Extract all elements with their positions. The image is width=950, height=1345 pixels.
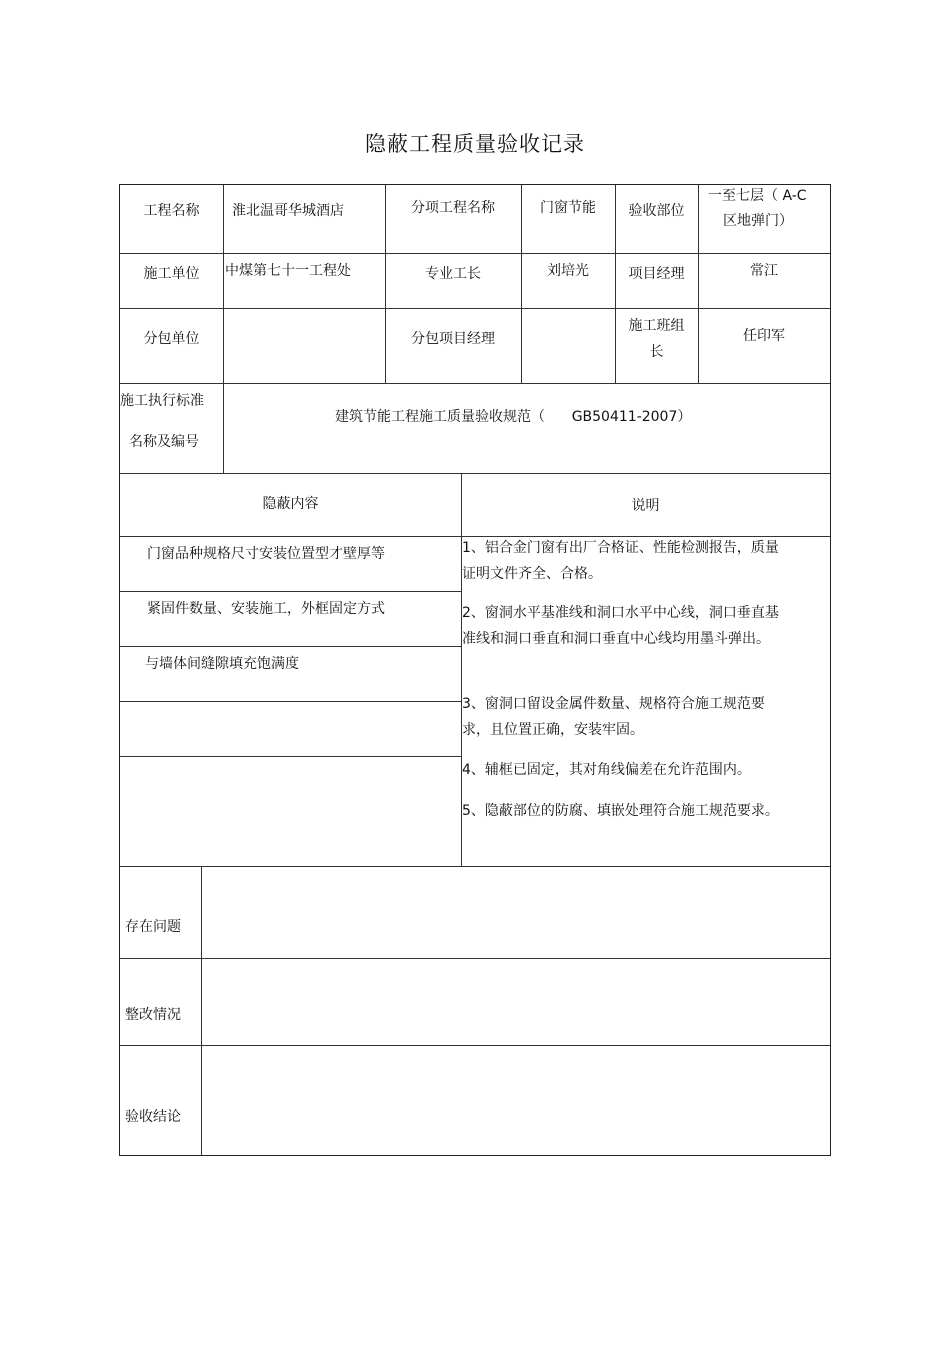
team-leader-value: 任印军 <box>743 328 785 344</box>
hidden-item: 门窗品种规格尺寸安装位置型才壁厚等 <box>147 546 385 562</box>
note-item: 3、窗洞口留设金属件数量、规格符合施工规范要求，且位置正确，安装牢固。 <box>462 696 765 738</box>
row-divider <box>120 591 461 592</box>
column-divider <box>698 185 699 383</box>
rectification-label: 整改情况 <box>125 1007 181 1023</box>
subcontract-unit-label: 分包单位 <box>143 331 200 347</box>
row-divider <box>120 253 830 254</box>
row-divider <box>120 958 830 959</box>
sub-item-value: 门窗节能 <box>540 200 596 216</box>
team-leader-label-line1: 施工班组 <box>628 318 685 334</box>
project-name-value: 淮北温哥华城酒店 <box>232 203 344 219</box>
construction-unit-label: 施工单位 <box>143 266 200 282</box>
note-item: 4、辅框已固定，其对角线偏差在允许范围内。 <box>462 762 751 778</box>
description-header: 说明 <box>631 498 660 514</box>
note-item: 5、隐蔽部位的防腐、填嵌处理符合施工规范要求。 <box>462 803 779 819</box>
row-divider <box>120 701 461 702</box>
sub-item-label: 分项工程名称 <box>411 200 495 216</box>
row-divider <box>120 1045 830 1046</box>
standard-label-line2: 名称及编号 <box>129 434 199 450</box>
hidden-item: 紧固件数量、安装施工，外框固定方式 <box>147 601 385 617</box>
row-divider <box>120 473 830 474</box>
foreman-value: 刘培光 <box>547 263 589 279</box>
note-item: 1、铝合金门窗有出厂合格证、性能检测报告，质量证明文件齐全、合格。 <box>462 540 779 582</box>
construction-unit-value: 中煤第七十一工程处 <box>225 263 351 279</box>
hidden-item: 与墙体间缝隙填充饱满度 <box>145 656 299 672</box>
project-name-label: 工程名称 <box>143 203 200 219</box>
standard-label-line1: 施工执行标准 <box>120 393 204 409</box>
standard-value: 建筑节能工程施工质量验收规范（ GB50411-2007） <box>335 409 692 425</box>
inspection-part-label: 验收部位 <box>628 203 685 219</box>
note-item: 2、窗洞水平基准线和洞口水平中心线，洞口垂直基准线和洞口垂直和洞口垂直中心线均用墨斗弹出。 <box>462 605 779 647</box>
page-title: 隐蔽工程质量验收记录 <box>365 132 585 156</box>
team-leader-label-line2: 长 <box>649 344 664 360</box>
inspection-part-value-line1: 一至七层（ A-C <box>708 188 807 204</box>
hidden-content-header: 隐蔽内容 <box>262 496 319 512</box>
conclusion-label: 验收结论 <box>125 1109 181 1125</box>
foreman-label: 专业工长 <box>425 266 481 282</box>
row-divider <box>120 866 830 867</box>
issues-label: 存在问题 <box>125 919 181 935</box>
subcontract-manager-label: 分包项目经理 <box>411 331 495 347</box>
project-manager-value: 常江 <box>750 263 778 279</box>
row-divider <box>120 646 461 647</box>
row-divider <box>120 308 830 309</box>
inspection-part-value-line2: 区地弹门） <box>723 213 793 229</box>
column-divider <box>201 866 202 1155</box>
row-divider <box>120 383 830 384</box>
row-divider <box>120 756 461 757</box>
column-divider <box>223 185 224 473</box>
project-manager-label: 项目经理 <box>628 266 685 282</box>
